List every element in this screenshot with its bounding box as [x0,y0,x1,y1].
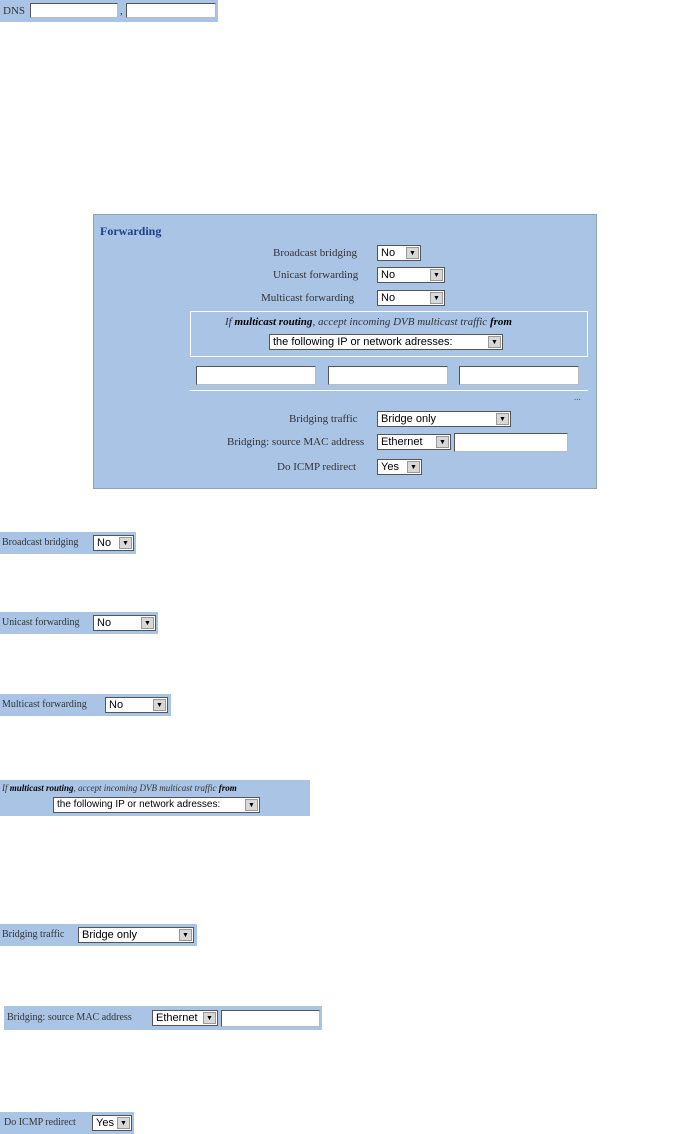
icmp-redirect-label: Do ICMP redirect [277,461,357,473]
dns-label: DNS [3,5,26,17]
broadcast-bridging-value: No [97,537,112,549]
bridging-traffic-select[interactable] [78,927,194,943]
icmp-redirect-select[interactable] [377,459,422,475]
multicast-sources-strip [0,780,310,816]
multicast-address-input-3[interactable] [459,366,579,385]
multicast-forwarding-label: Multicast forwarding [261,292,355,304]
unicast-forwarding-strip [0,612,158,634]
bridging-mac-select[interactable] [377,434,451,450]
dns-separator: , [120,5,123,17]
multicast-note: If multicast routing, accept incoming DVB multicast traffic from [225,316,512,328]
multicast-forwarding-value: No [381,292,396,304]
bridging-mac-input[interactable] [221,1010,320,1027]
chevron-down-icon: ▼ [141,617,154,629]
unicast-forwarding-value: No [97,617,112,629]
unicast-forwarding-select[interactable] [93,615,156,631]
broadcast-bridging-value: No [381,247,396,259]
chevron-down-icon: ▼ [430,292,443,304]
forwarding-title: Forwarding [100,224,162,238]
bridging-mac-value: Ethernet [381,436,423,448]
icmp-redirect-select[interactable] [92,1115,132,1131]
chevron-down-icon: ▼ [245,799,258,811]
unicast-forwarding-label: Unicast forwarding [2,617,80,628]
chevron-down-icon: ▼ [436,436,449,448]
chevron-down-icon: ▼ [406,247,419,259]
chevron-down-icon: ▼ [153,699,166,711]
bridging-mac-value: Ethernet [156,1012,198,1024]
multicast-address-input-2[interactable] [328,366,448,385]
chevron-down-icon: ▼ [119,537,132,549]
broadcast-bridging-label: Broadcast bridging [273,247,358,259]
icmp-redirect-label: Do ICMP redirect [4,1117,76,1128]
chevron-down-icon: ▼ [496,413,509,425]
bridging-traffic-label: Bridging traffic [2,929,65,940]
icmp-redirect-value: Yes [96,1117,114,1129]
chevron-down-icon: ▼ [407,461,420,473]
bridging-mac-label: Bridging: source MAC address [7,1012,132,1023]
broadcast-bridging-select[interactable] [377,245,421,261]
multicast-source-select[interactable] [53,797,260,813]
chevron-down-icon: ▼ [430,269,443,281]
bridging-mac-select[interactable] [152,1010,218,1026]
bridging-mac-strip [4,1006,322,1030]
dns-primary-input[interactable] [30,3,118,18]
more-addresses-ellipsis: ... [574,392,581,402]
multicast-address-input-1[interactable] [196,366,316,385]
multicast-forwarding-select[interactable] [377,290,445,306]
multicast-forwarding-value: No [109,699,124,711]
chevron-down-icon: ▼ [488,336,501,348]
dns-row [0,0,218,22]
chevron-down-icon: ▼ [203,1012,216,1024]
dns-secondary-input[interactable] [126,3,216,18]
bridging-mac-label: Bridging: source MAC address [227,436,365,448]
chevron-down-icon: ▼ [179,929,192,941]
icmp-redirect-value: Yes [381,461,399,473]
unicast-forwarding-label: Unicast forwarding [273,269,359,281]
multicast-forwarding-select[interactable] [105,697,168,713]
multicast-source-select[interactable] [269,334,503,350]
bridging-traffic-label: Bridging traffic [289,413,358,425]
unicast-forwarding-value: No [381,269,396,281]
icmp-redirect-strip [0,1112,134,1134]
multicast-note: If multicast routing, accept incoming DVB multicast traffic from [2,783,237,793]
bridging-traffic-value: Bridge only [381,413,437,425]
broadcast-bridging-select[interactable] [93,535,134,551]
unicast-forwarding-select[interactable] [377,267,445,283]
bridging-traffic-value: Bridge only [82,929,138,941]
multicast-source-value: the following IP or network adresses: [273,336,453,348]
forwarding-panel [93,214,597,489]
broadcast-bridging-strip [0,532,136,554]
divider [190,390,588,391]
chevron-down-icon: ▼ [117,1117,130,1129]
broadcast-bridging-label: Broadcast bridging [2,537,79,548]
multicast-sources-box [190,311,588,357]
bridging-traffic-strip [0,924,197,946]
multicast-source-value: the following IP or network adresses: [57,799,221,810]
bridging-traffic-select[interactable] [377,411,511,427]
multicast-forwarding-strip [0,694,171,716]
multicast-forwarding-label: Multicast forwarding [2,699,87,710]
bridging-mac-input[interactable] [454,433,568,452]
